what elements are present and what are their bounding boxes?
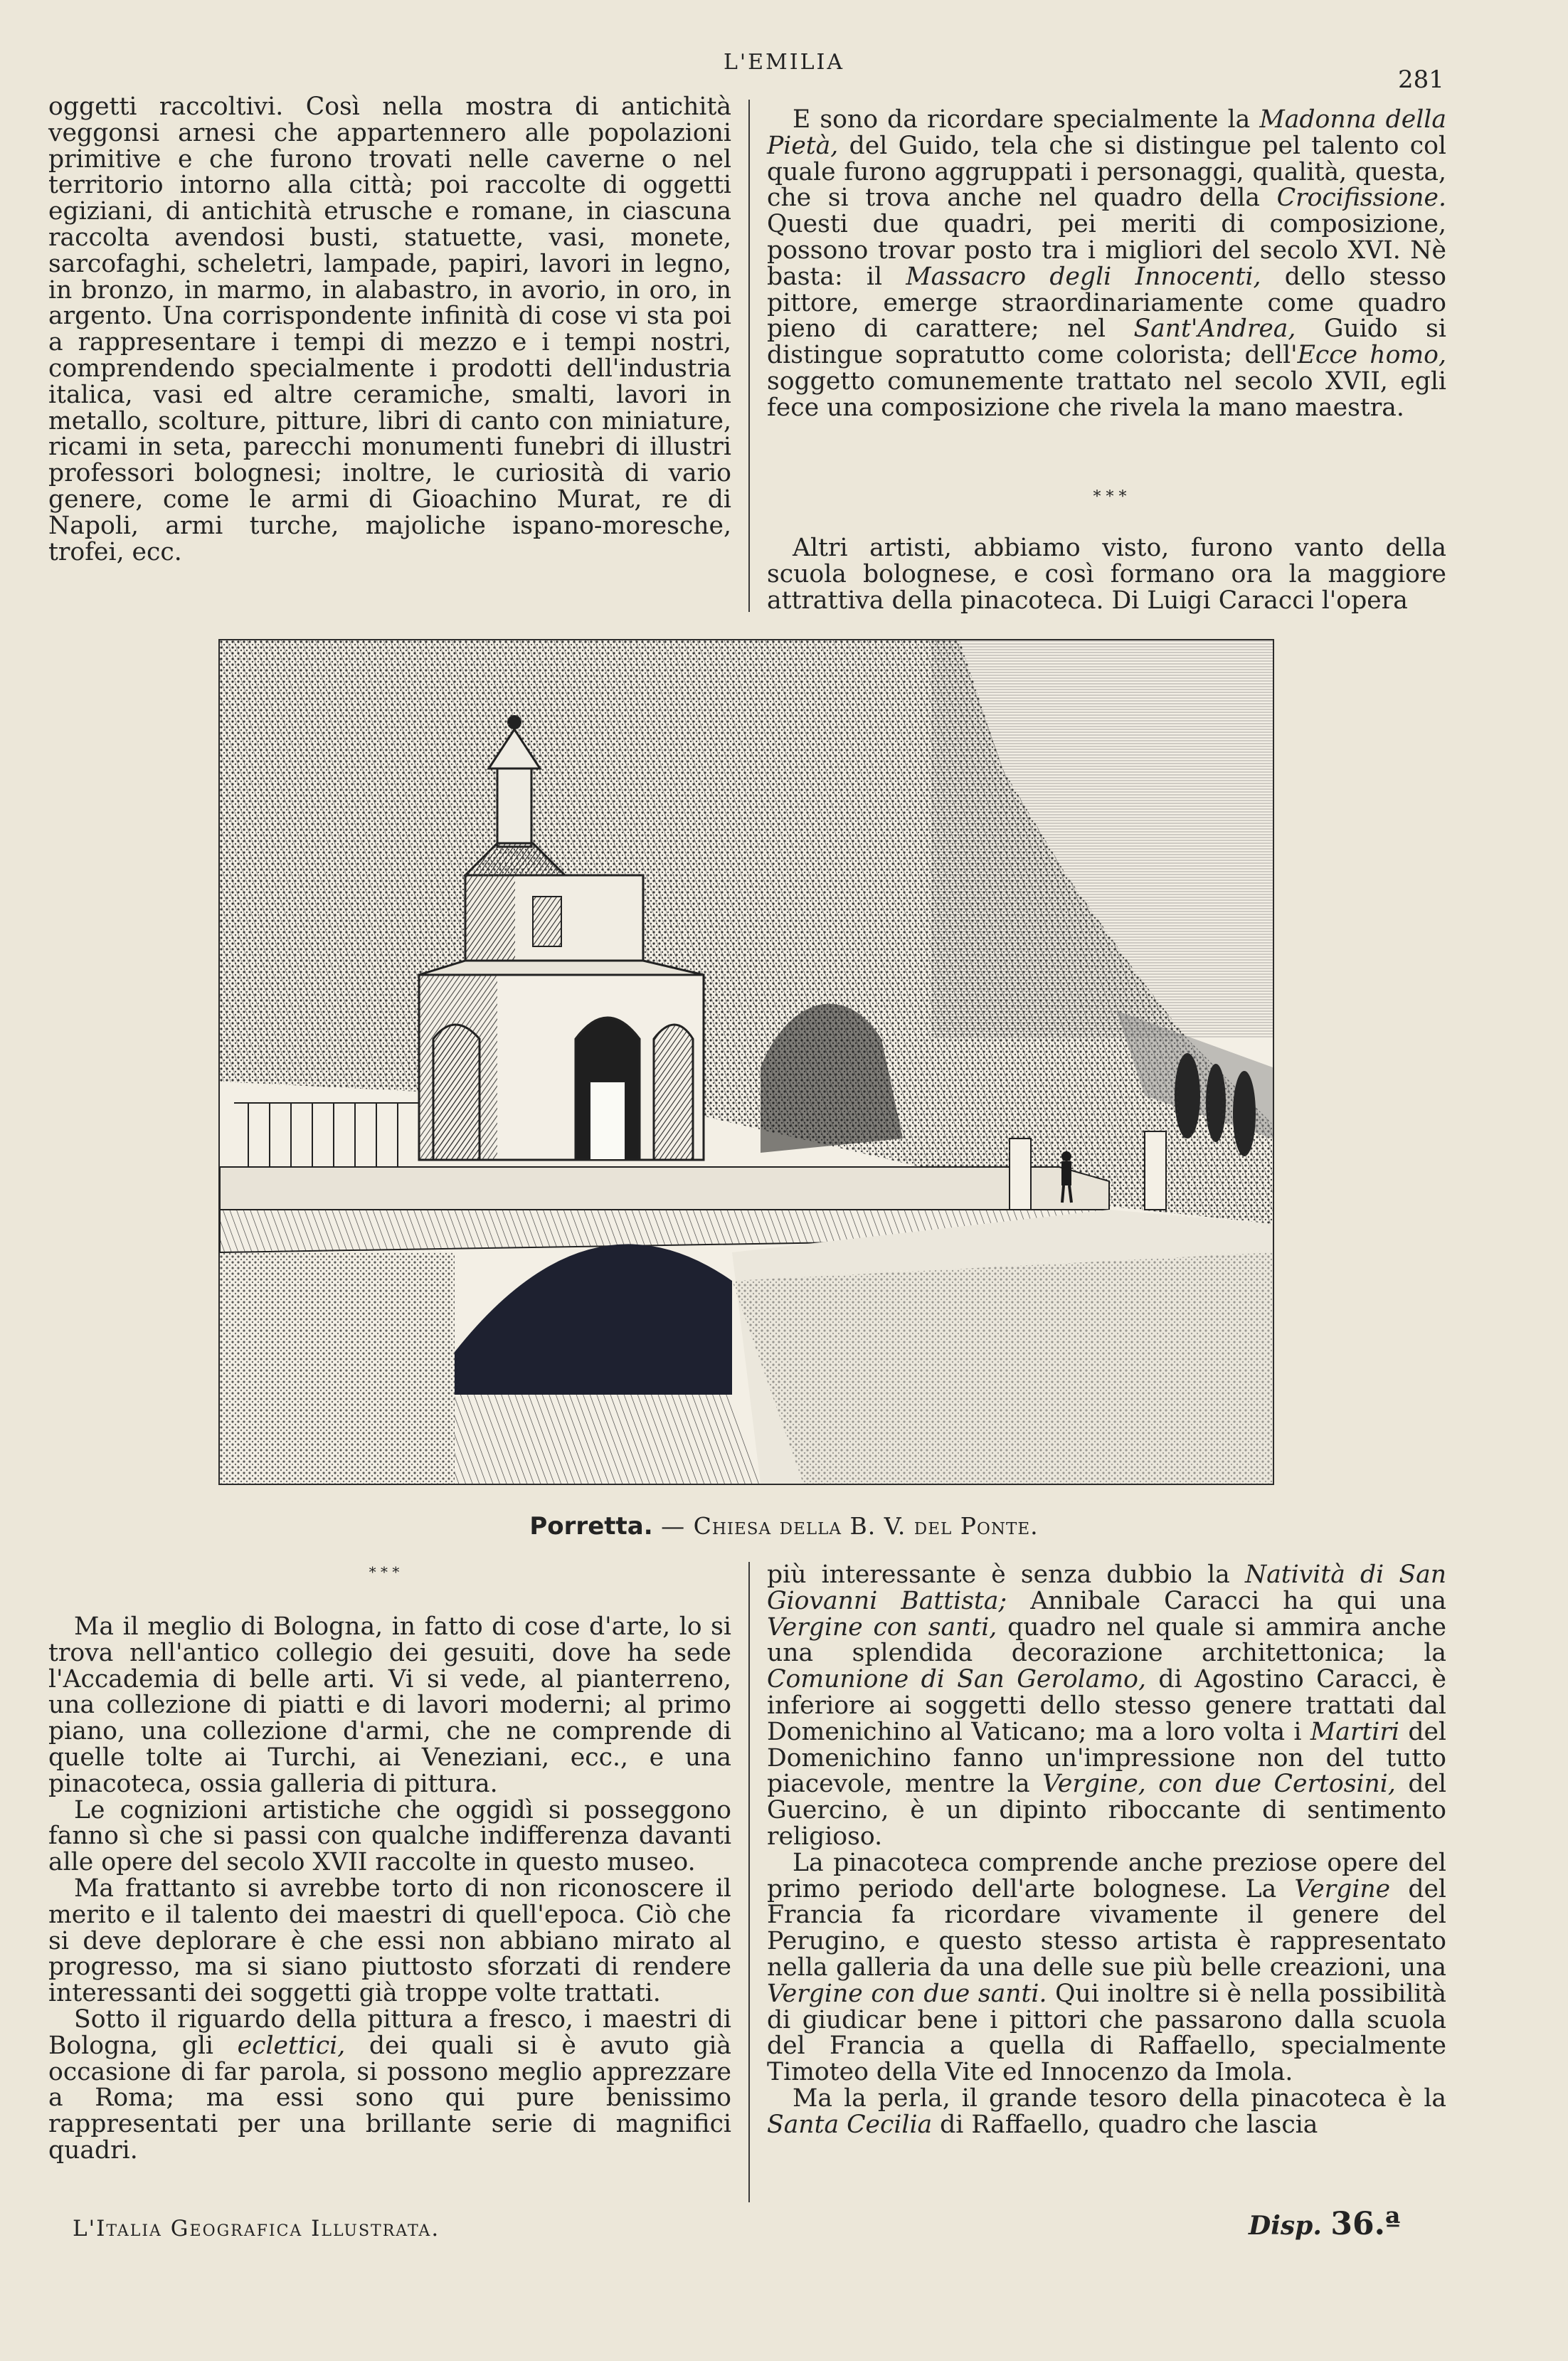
artwork-title: Sant'Andrea, xyxy=(1133,315,1296,344)
paragraph: E sono da ricordare specialmente la Madonna della Pietà, del Guido, tela che si distingue pel talento col quale furono aggruppati i personaggi, qualità, questa, che si trova anche nel quadro della Crocifissione. Questi due quadri, pei meriti di composizione, possono trovar posto tra i migliori del secolo XVI. Nè basta: il Massacro degli Innocenti, dello stesso pittore, emerge straordinariamente come quadro pieno di carattere; nel Sant'Andrea, Guido si distingue sopratutto come colorista; dell'Ecce homo, soggetto comunemente trattato nel secolo XVII, egli fece una composizione che rivela la mano maestra. xyxy=(767,105,1446,422)
artwork-title: Madonna della Pietà, xyxy=(767,105,1446,160)
artwork-title: Martiri xyxy=(1310,1717,1399,1746)
right-arch xyxy=(654,1025,693,1160)
artwork-title: Comunione di San Gerolamo, xyxy=(767,1665,1146,1694)
installment-number: 36.ª xyxy=(1330,2206,1401,2242)
section-asterism: * * * xyxy=(1093,488,1127,506)
left-column-bottom xyxy=(48,1614,731,2164)
column-divider-bottom xyxy=(748,1562,750,2202)
artwork-title: Vergine con santi, xyxy=(767,1612,997,1642)
artwork-title: Santa Cecilia xyxy=(767,2110,933,2139)
side-arch xyxy=(433,1025,480,1160)
bridge-deck xyxy=(220,1167,1109,1210)
caption-title: Chiesa della B. V. del Ponte. xyxy=(693,1512,1039,1540)
figure-caption: Porretta. — Chiesa della B. V. del Ponte. xyxy=(529,1512,1039,1541)
footer-installment: Disp. 36.ª xyxy=(1249,2206,1401,2242)
artwork-title: Vergine con due santi. xyxy=(767,1979,1047,2008)
church-engraving xyxy=(220,640,1273,1484)
column-divider-top xyxy=(748,100,750,612)
paragraph: La pinacoteca comprende anche preziose opere del primo periodo dell'arte bolognese. La Vergine del Francia fa ricordare vivamente il genere del Perugino, e questo stesso artista è rappresentato nella galleria da una delle sue più belle creazioni, una Vergine con due santi. Qui inoltre si è nella possibilità di giudicar bene i pittori che passarono dalla scuola del Francia a quella di Raffaello, specialmente Timoteo della Vite ed Innocenzo da Imola. xyxy=(767,1848,1446,2087)
paragraph: Ma la perla, il grande tesoro della pinacoteca è la Santa Cecilia di Raffaello, quadro che lascia xyxy=(767,2083,1446,2139)
caption-place: Porretta. xyxy=(529,1512,653,1541)
paragraph: Ma il meglio di Bologna, in fatto di cose d'arte, lo si trova nell'antico collegio dei gesuiti, dove ha sede l'Accademia di belle arti. Vi si vede, al pianterreno, una collezione di piatti e di lavori moderni; al primo piano, una collezione d'armi, che ne comprende di quelle tolte ai Turchi, ai Veneziani, ecc., e una pinacoteca, ossia galleria di pittura. xyxy=(48,1612,731,1798)
paragraph: Ma frattanto si avrebbe torto di non riconoscere il merito e il talento dei maestri di quell'epoca. Ciò che si deve deplorare è che essi non abbiano mirato al progresso, ma si siano piuttosto sforzati di rendere interessanti dei soggetti già troppe volte trattati. xyxy=(48,1874,731,2008)
stream xyxy=(455,1395,761,1484)
right-column-top xyxy=(767,107,1446,421)
paragraph: Le cognizioni artistiche che oggidì si posseggono fanno sì che si passi con qualche indifferenza davanti alle opere del secolo XVII raccolte in questo museo. xyxy=(48,1795,731,1877)
artwork-title: Massacro degli Innocenti, xyxy=(906,262,1261,291)
paragraph: Altri artisti, abbiamo visto, furono vanto della scuola bolognese, e così formano ora la maggiore attrattiva della pinacoteca. Di Luigi Caracci l'opera xyxy=(767,534,1446,615)
right-column-bottom xyxy=(767,1562,1446,2138)
section-asterism: * * * xyxy=(369,1563,400,1580)
engraving-illustration xyxy=(218,639,1274,1485)
paragraph: Sotto il riguardo della pittura a fresco, i maestri di Bologna, gli eclettici, dei quali si è avuto già occasione di far parola, si possono meglio apprezzare a Roma; ma essi sono qui pure benissimo rappresentati per una brillante serie di magnifici quadri. xyxy=(48,2005,731,2165)
footer-publication: L'Italia Geografica Illustrata. xyxy=(73,2216,440,2241)
left-column-top xyxy=(48,94,731,565)
gate-pillar xyxy=(1145,1131,1166,1210)
paragraph: più interessante è senza dubbio la Natività di San Giovanni Battista; Annibale Caracci ha qui una Vergine con santi, quadro nel quale si ammira anche una splendida decorazione architettonica; la Comunione di San Gerolamo, di Agostino Caracci, è inferiore ai soggetti dello stesso genere trattati dal Domenichino al Vaticano; ma a loro volta i Martiri del Domenichino fanno un'impressione non del tutto piacevole, mentre la Vergine, con due Certosini, del Guercino, è un dipinto riboccante di sentimento religioso. xyxy=(767,1560,1447,1851)
paragraph: oggetti raccoltivi. Così nella mostra di antichità veggonsi arnesi che appartennero alle popolazioni primitive e che furono trovati nelle caverne o nel territorio intorno alla città; poi raccolte di oggetti egiziani, di antichità etrusche e romane, in ciascuna raccolta avendosi busti, statuette, vasi, monete, sarcofaghi, scheletri, lampade, papiri, lavori in legno, in bronzo, in marmo, in alabastro, in avorio, in oro, in argento. Una corrispondente infinità di cose vi sta poi a rappresentare i tempi di mezzo e i tempi nostri, comprendendo specialmente i prodotti dell'industria italica, vasi ed altre ceramiche, smalti, lavori in metallo, scolture, pitture, libri di canto con miniature, ricami in seta, parecchi monumenti funebri di illustri professori bolognesi; inoltre, le curiosità di vario genere, come le armi di Gioachino Murat, re di Napoli, armi turche, majoliche ispano-moresche, trofei, ecc. xyxy=(48,93,731,566)
gate-pillar xyxy=(1010,1139,1031,1210)
left-riverbank xyxy=(220,1252,455,1484)
right-column-top-2 xyxy=(767,535,1446,613)
lantern-turret xyxy=(497,761,531,847)
italic-term: eclettici, xyxy=(237,2031,346,2060)
page-number: 281 xyxy=(1398,65,1444,94)
running-header: L'EMILIA xyxy=(723,50,845,75)
artwork-title: Vergine xyxy=(1294,1874,1391,1903)
artwork-title: Vergine, con due Certosini, xyxy=(1042,1770,1396,1799)
artwork-title: Crocifissione. xyxy=(1276,184,1446,213)
artwork-title: Ecce homo, xyxy=(1297,341,1446,370)
artwork-title: Natività di San Giovanni Battista; xyxy=(767,1560,1446,1615)
